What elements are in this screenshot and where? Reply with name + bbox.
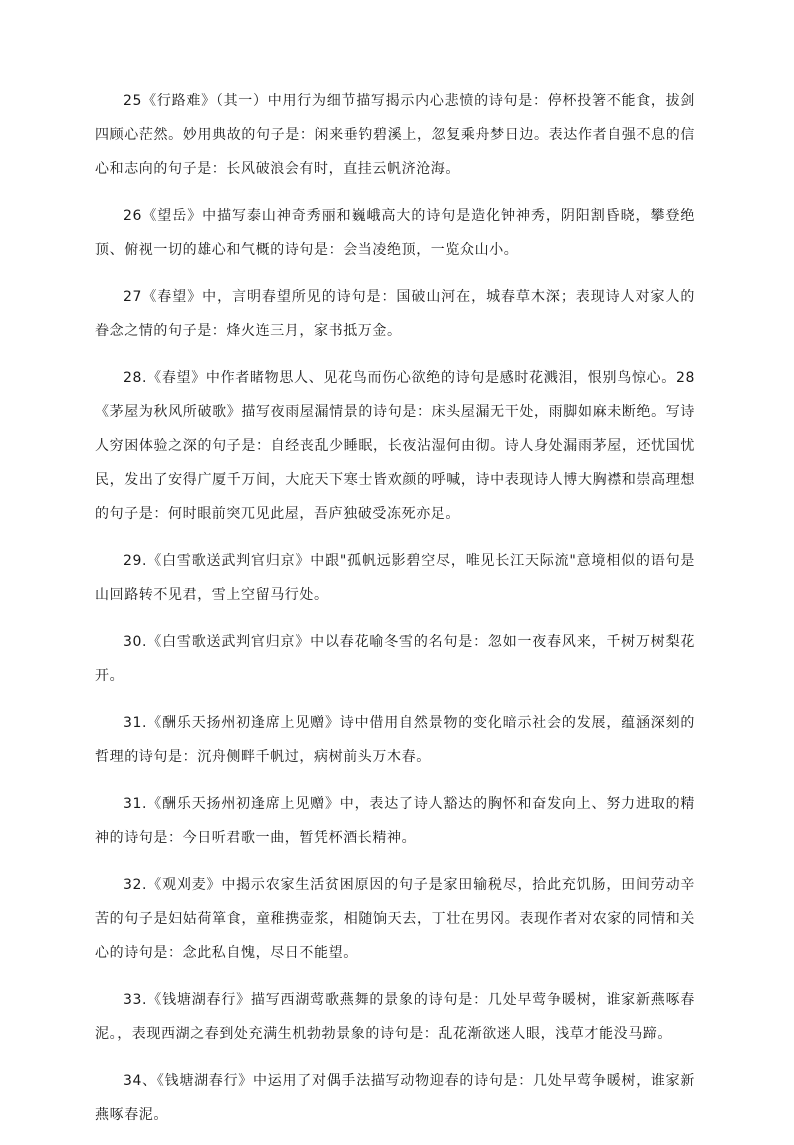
paragraph-34: 34、《钱塘湖春行》中运用了对偶手法描写动物迎春的诗句是：几处早莺争暖树，谁家新燕啄春泥。	[95, 1073, 695, 1123]
paragraph-26: 26《望岳》中描写泰山神奇秀丽和巍峨高大的诗句是造化钟神秀，阴阳割昏晓，攀登绝顶、俯视一切的雄心和气概的诗句是：会当凌绝顶，一览众山小。	[95, 208, 695, 258]
paragraph-31b: 31.《酬乐天扬州初逢席上见赠》中，表达了诗人豁达的胸怀和奋发向上、努力进取的精神的诗句是：今日听君歌一曲，暂凭杯酒长精神。	[95, 796, 695, 846]
paragraph-30: 30.《白雪歌送武判官归京》中以春花喻冬雪的名句是：忽如一夜春风来，千树万树梨花开。	[95, 634, 695, 684]
paragraph-27: 27《春望》中，言明春望所见的诗句是：国破山河在，城春草木深；表现诗人对家人的眷念之情的句子是：烽火连三月，家书抵万金。	[95, 289, 695, 339]
paragraph-29: 29.《白雪歌送武判官归京》中跟"孤帆远影碧空尽，唯见长江天际流"意境相似的语句是山回路转不见君，雪上空留马行处。	[95, 553, 695, 603]
paragraph-28: 28.《春望》中作者睹物思人、见花鸟而伤心欲绝的诗句是感时花溅泪，恨别鸟惊心。28《茅屋为秋风所破歌》描写夜雨屋漏情景的诗句是：床头屋漏无干处，雨脚如麻未断绝。写诗人穷困体验之深的句子是：自经丧乱少睡眠，长夜沾湿何由彻。诗人身处漏雨茅屋，还忧国忧民，发出了安得广厦千万间，大庇天下寒士皆欢颜的呼喊，诗中表现诗人博大胸襟和崇高理想的句子是：何时眼前突兀见此屋，吾庐独破受冻死亦足。	[95, 370, 695, 522]
document-body	[95, 84, 695, 1145]
paragraph-25: 25《行路难》（其一）中用行为细节描写揭示内心悲愤的诗句是：停杯投箸不能食，拔剑四顾心茫然。妙用典故的句子是：闲来垂钓碧溪上，忽复乘舟梦日边。表达作者自强不息的信心和志向的句子是：长风破浪会有时，直挂云帆济沧海。	[95, 93, 695, 177]
paragraph-33: 33.《钱塘湖春行》描写西湖莺歌燕舞的景象的诗句是：几处早莺争暖树，谁家新燕啄春泥。，表现西湖之春到处充满生机勃勃景象的诗句是：乱花渐欲迷人眼，浅草才能没马蹄。	[95, 992, 695, 1042]
paragraph-32: 32.《观刈麦》中揭示农家生活贫困原因的句子是家田输税尽，拾此充饥肠，田间劳动辛苦的句子是妇姑荷箪食，童稚携壶浆，相随饷天去，丁壮在男冈。表现作者对农家的同情和关心的诗句是：念此私自愧，尽日不能望。	[95, 877, 695, 961]
paragraph-31a: 31.《酬乐天扬州初逢席上见赠》诗中借用自然景物的变化暗示社会的发展，蕴涵深刻的哲理的诗句是：沉舟侧畔千帆过，病树前头万木春。	[95, 715, 695, 765]
